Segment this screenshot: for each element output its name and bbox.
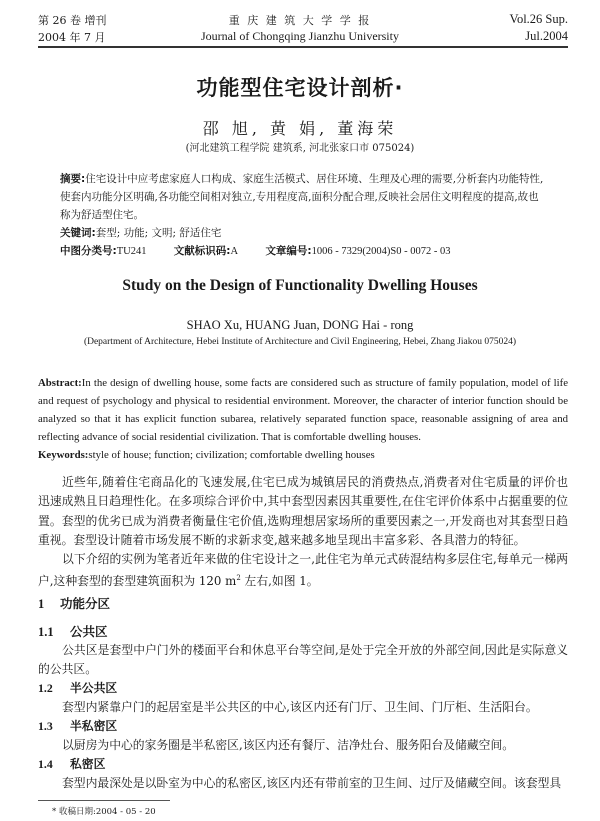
section-heading-1 <box>38 594 568 614</box>
footnote-rule <box>38 800 170 801</box>
clc-label: 中图分类号: <box>60 245 117 257</box>
intro-p2-tail: 左右,如图 1。 <box>240 574 319 589</box>
paper-title-cn: 功能型住宅设计剖析· <box>196 76 404 100</box>
section-number: 1.2 <box>38 681 53 695</box>
abstract-en <box>38 374 568 464</box>
affiliation-en: (Department of Architecture, Hebei Institute of Architecture and Civil Engineering, Hebei, Zhang Jiakou 075024) <box>83 337 517 347</box>
header-rule <box>38 46 568 48</box>
journal-name-cn: 重 庆 建 筑 大 学 学 报 <box>228 14 372 27</box>
abstract-cn-label: 摘要: <box>60 173 86 185</box>
section-heading-1-1 <box>38 622 568 642</box>
authors-cn: 邵 旭, 黄 娟, 董海荣 <box>202 119 398 138</box>
footnote-received-date: * 收稿日期:2004 - 05 - 20 <box>52 807 156 817</box>
intro-paragraph-1: 近些年,随着住宅商品化的飞速发展,住宅已成为城镇居民的消费热点,消费者对住宅质量的评价也迅速成熟且日趋理性化。在多项综合评价中,其中套型因素因其重要性,在住宅评价体系中占据重要的位置。套型的优劣已成为消费者衡量住宅价值,选购理想居家场所的重要因素之一,开发商也对其套型日趋重视。套型设计随着市场发展不断的求新求变,越来越多地呈现出丰富多彩、各具潜力的特征。 <box>38 475 568 547</box>
section-heading-1-2 <box>38 679 568 698</box>
publication-date: 2004 年 7 月 <box>38 31 106 44</box>
keywords-cn-label: 关键词: <box>60 227 96 239</box>
abstract-en-text: In the design of dwelling house, some facts are considered such as structure of family population, model of life and request of psychology and physical to residential environment. Moreover, the character of interior function should be analyzed so that it has explicit function subarea, relatively separated function space, reasonable assigning of area and reflecting advance of social residential civilization. That is comfortable dwelling houses. <box>38 377 568 443</box>
keywords-en-text: style of house; function; civilization; comfortable dwelling houses <box>88 449 375 461</box>
doc-code-value: A <box>230 246 239 257</box>
section-title: 功能分区 <box>60 596 111 611</box>
intro-paragraph-2 <box>38 550 568 592</box>
section-number: 1.4 <box>38 757 53 771</box>
doc-code-label: 文献标识码: <box>173 245 231 257</box>
clc-value: TU241 <box>116 246 147 257</box>
classification-line <box>60 242 546 261</box>
authors-en: SHAO Xu, HUANG Juan, DONG Hai - rong <box>186 318 414 332</box>
article-no-label: 文章编号: <box>265 245 312 257</box>
section-number: 1.1 <box>38 625 54 639</box>
section-number: 1.3 <box>38 719 53 733</box>
journal-name-en: Journal of Chongqing Jianzhu University <box>201 29 399 43</box>
section-title: 半私密区 <box>70 719 118 733</box>
date-en: Jul.2004 <box>525 29 568 43</box>
section-number: 1 <box>38 597 45 611</box>
section-text-1-1: 公共区是套型中户门外的楼面平台和休息平台等空间,是处于完全开放的外部空间,因此是实际意义的公共区。 <box>38 643 568 677</box>
intro-p2-text: 以下介绍的实例为笔者近年来做的住宅设计之一,此住宅为单元式砖混结构多层住宅,每单元一梯两户,这种套型的套型建筑面积为 120 m <box>38 552 568 589</box>
keywords-en-label: Keywords: <box>38 449 89 461</box>
section-heading-1-4 <box>38 755 568 774</box>
article-no-value: 1006 - 7329(2004)S0 - 0072 - 03 <box>311 246 451 257</box>
affiliation-cn: (河北建筑工程学院 建筑系, 河北张家口市 075024) <box>185 143 415 154</box>
keywords-cn-text: 套型; 功能; 文明; 舒适住宅 <box>95 227 222 239</box>
paper-title-en: Study on the Design of Functionality Dwelling Houses <box>122 277 478 294</box>
section-title: 半公共区 <box>70 681 118 695</box>
abstract-cn-text: 住宅设计中应考虑家庭人口构成、家庭生活模式、居住环境、生理及心理的需要,分析套内功能特性,使套内功能分区明确,各功能空间相对独立,专用程度高,面积分配合理,反映社会居住文明程度的提高,故也称为舒适型住宅。 <box>60 173 544 221</box>
section-text-1-4: 套型内最深处是以卧室为中心的私密区,该区内还有带前室的卫生间、过厅及储藏空间。该套型具 <box>62 776 562 790</box>
section-title: 私密区 <box>70 757 106 771</box>
section-title: 公共区 <box>70 624 108 639</box>
section-heading-1-3 <box>38 717 568 736</box>
keywords-cn <box>60 224 546 242</box>
superscript: 2 <box>236 574 241 583</box>
section-text-1-3: 以厨房为中心的家务圈是半私密区,该区内还有餐厅、洁净灶台、服务阳台及储藏空间。 <box>62 738 515 752</box>
abstract-cn <box>60 170 546 224</box>
abstract-en-label: Abstract: <box>38 377 82 389</box>
volume-issue: 第 26 卷 增刊 <box>38 14 107 27</box>
section-text-1-2: 套型内紧靠户门的起居室是半公共区的中心,该区内还有门厅、卫生间、门厅柜、生活阳台。 <box>62 700 538 714</box>
volume-en: Vol.26 Sup. <box>509 12 568 26</box>
